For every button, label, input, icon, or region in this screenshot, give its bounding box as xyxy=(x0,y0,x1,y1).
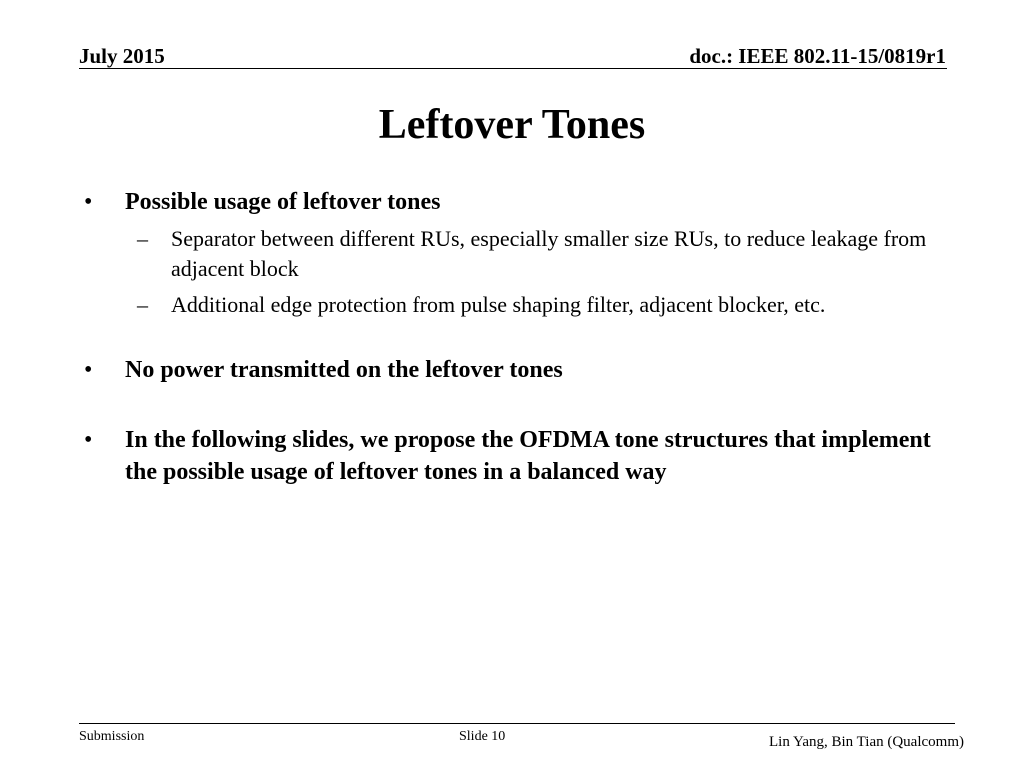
bullet-icon: • xyxy=(84,427,93,453)
sub-bullet-list xyxy=(84,224,944,320)
dash-icon: – xyxy=(137,292,148,317)
bullet-text: In the following slides, we propose the OFDMA tone structures that implement the possible usage of leftover tones in a balanced way xyxy=(125,427,931,485)
bullet-text: No power transmitted on the leftover tones xyxy=(125,357,563,383)
bullet-icon: • xyxy=(84,357,93,383)
header-date: July 2015 xyxy=(79,44,165,68)
footer-authors: Lin Yang, Bin Tian (Qualcomm) xyxy=(768,734,964,750)
bullet-text: Possible usage of leftover tones xyxy=(125,189,441,215)
slide-title: Leftover Tones xyxy=(378,102,646,148)
bullet-item xyxy=(84,424,944,488)
dash-icon: – xyxy=(137,226,148,251)
sub-bullet-item xyxy=(125,290,944,320)
slide-body xyxy=(84,186,944,488)
bullet-icon: • xyxy=(84,189,93,215)
sub-bullet-text: Separator between different RUs, especially smaller size RUs, to reduce leakage from adjacent block xyxy=(171,226,927,281)
bullet-item xyxy=(84,186,944,218)
footer-submission: Submission xyxy=(79,729,145,744)
bullet-item xyxy=(84,354,944,386)
header-doc-id: doc.: IEEE 802.11-15/0819r1 xyxy=(689,44,946,68)
footer-divider xyxy=(79,723,955,724)
sub-bullet-item xyxy=(125,224,944,284)
footer-slide-number: Slide 10 xyxy=(459,729,506,744)
sub-bullet-text: Additional edge protection from pulse shaping filter, adjacent blocker, etc. xyxy=(171,292,826,317)
header-divider xyxy=(79,68,947,69)
